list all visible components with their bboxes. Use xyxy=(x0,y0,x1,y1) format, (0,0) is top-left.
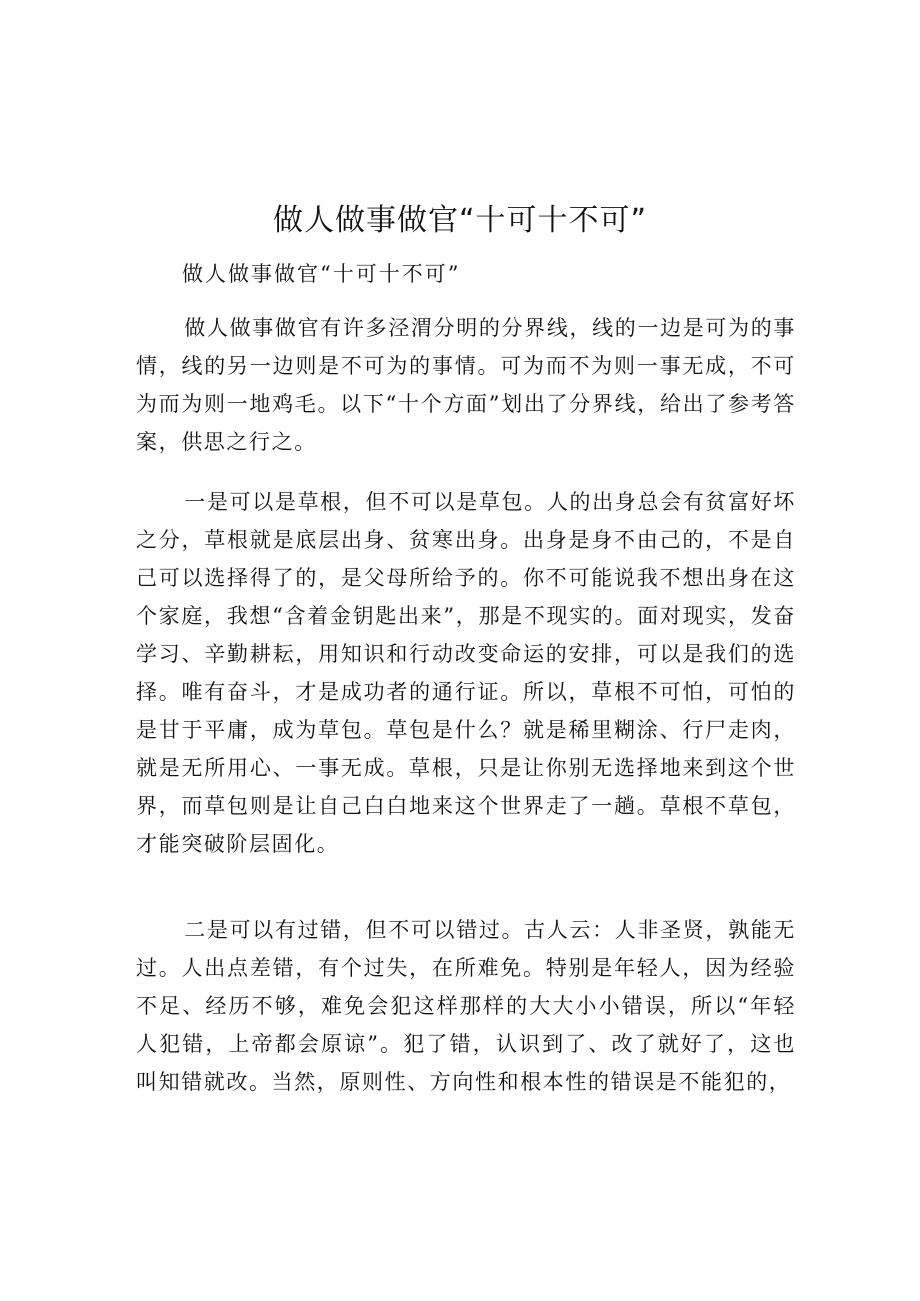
paragraph-point-two: 二是可以有过错，但不可以错过。古人云：人非圣贤，孰能无过。人出点差错，有个过失，在所难免。特别是年轻人，因为经验不足、经历不够，难免会犯这样那样的大大小小错误，所以“年轻人犯错，上帝都会原谅”。犯了错，认识到了、改了就好了，这也叫知错就改。当然，原则性、方向性和根本性的错误是不能犯的， xyxy=(136,918,796,1094)
paragraph-point-one: 一是可以是草根，但不可以是草包。人的出身总会有贫富好坏之分，草根就是底层出身、贫寒出身。出身是身不由己的，不是自己可以选择得了的，是父母所给予的。你不可能说我不想出身在这个家庭，我想“含着金钥匙出来”，那是不现实的。面对现实，发奋学习、辛勤耕耘，用知识和行动改变命运的安排，可以是我们的选择。唯有奋斗，才是成功者的通行证。所以，草根不可怕，可怕的是甘于平庸，成为草包。草包是什么？就是稀里糊涂、行尸走肉，就是无所用心、一事无成。草根，只是让你别无选择地来到这个世界，而草包则是让自己白白地来这个世界走了一趟。草根不草包，才能突破阶层固化。 xyxy=(136,490,796,856)
paragraph-intro: 做人做事做官有许多泾渭分明的分界线，线的一边是可为的事情，线的另一边则是不可为的事情。可为而不为则一事无成，不可为而为则一地鸡毛。以下“十个方面”划出了分界线，给出了参考答案，供思之行之。 xyxy=(136,316,796,454)
document-subtitle: 做人做事做官“十可十不可” xyxy=(182,262,461,286)
document-title: 做人做事做官“十可十不可” xyxy=(272,203,648,238)
